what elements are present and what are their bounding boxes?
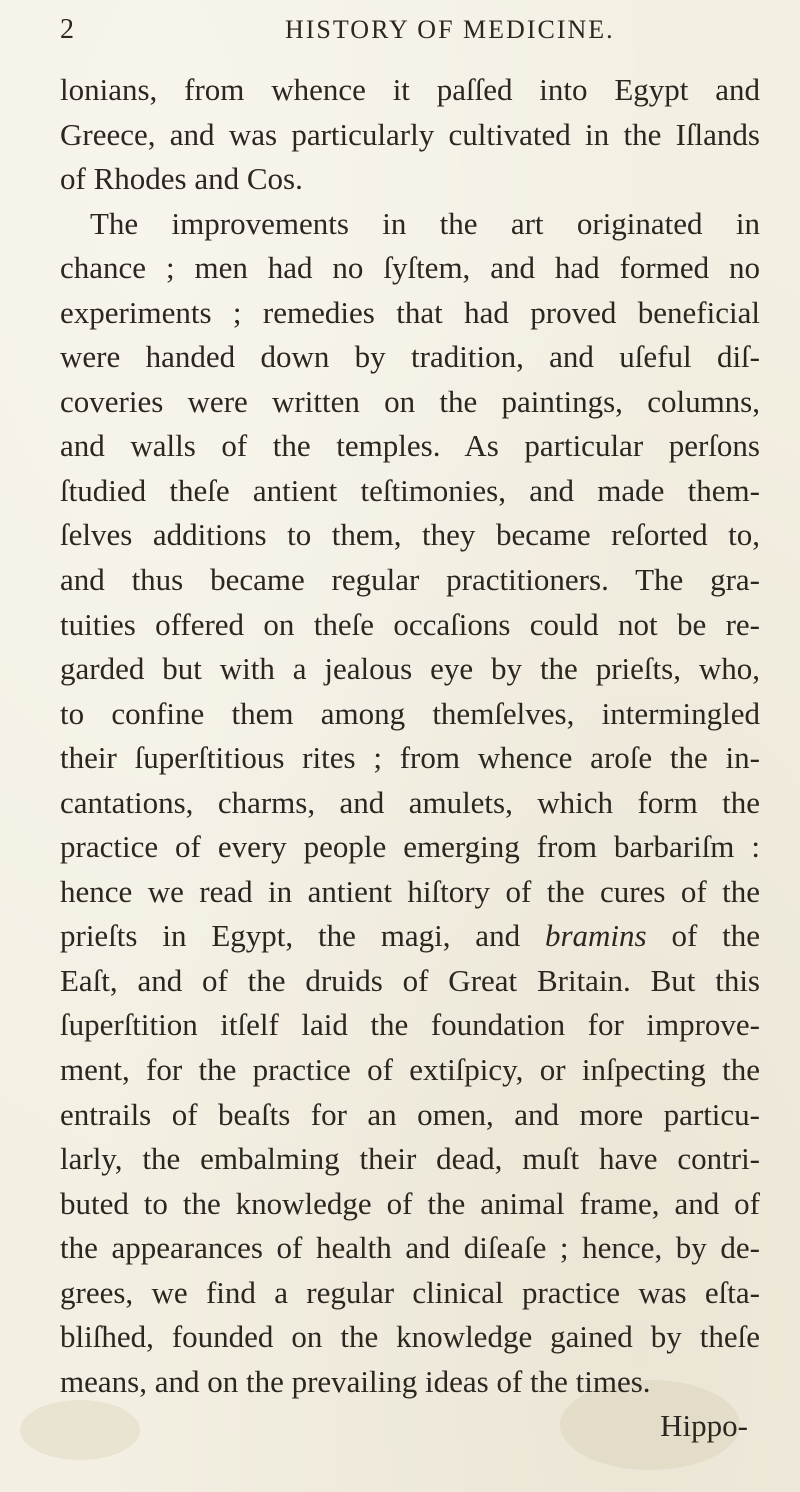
text-line: and thus became regular practitioners. The gra- [60, 562, 760, 598]
text-line: bliſhed, founded on the knowledge gained by theſe [60, 1319, 760, 1355]
italic-word: bramins [544, 918, 647, 954]
page-number: 2 [60, 14, 74, 45]
text-line: prieſts in Egypt, the magi, and bramins of the [60, 918, 760, 954]
text-line: the appearances of health and diſeaſe ; hence, by de- [60, 1230, 760, 1266]
text-line: of Rhodes and Cos. [60, 161, 303, 197]
text-line: cantations, charms, and amulets, which form the [60, 784, 760, 820]
text-line: ſtudied theſe antient teſtimonies, and made them- [60, 472, 760, 508]
catchword: Hippo- [660, 1408, 748, 1444]
text-line: their ſuperſtitious rites ; from whence aroſe the in- [60, 740, 760, 776]
text-line: ſelves additions to them, they became reſorted to, [60, 517, 760, 553]
text-line: Eaſt, and of the druids of Great Britain. But this [60, 962, 760, 998]
text-line: garded but with a jealous eye by the prieſts, who, [60, 651, 760, 687]
running-head [60, 12, 760, 48]
text-line: lonians, from whence it paſſed into Egypt and [60, 72, 760, 107]
text-line: entrails of beaſts for an omen, and more particu- [60, 1096, 760, 1132]
body-text [60, 68, 760, 1449]
text-line: coveries were written on the paintings, columns, [60, 383, 760, 419]
header-title: HISTORY OF MEDICINE. [285, 15, 615, 44]
text-line: were handed down by tradition, and uſeful diſ- [60, 339, 760, 375]
text-line: ment, for the practice of extiſpicy, or inſpecting the [60, 1052, 760, 1088]
text-line: grees, we find a regular clinical practice was eſta- [60, 1274, 760, 1310]
text-line: and walls of the temples. As particular perſons [60, 428, 760, 464]
text-line: hence we read in antient hiſtory of the cures of the [60, 873, 760, 909]
text-line: Greece, and was particularly cultivated in the Iſlands [60, 116, 760, 152]
text-line: tuities offered on theſe occaſions could not be re- [60, 606, 760, 642]
text-line: larly, the embalming their dead, muſt have contri- [60, 1141, 760, 1177]
text-line: chance ; men had no ſyſtem, and had formed no [60, 250, 760, 286]
text-line: means, and on the prevailing ideas of the times. [60, 1363, 651, 1399]
text-line: practice of every people emerging from barbariſm : [60, 829, 760, 865]
text-line: to confine them among themſelves, intermingled [60, 695, 760, 731]
text-line: ſuperſtition itſelf laid the foundation for improve- [60, 1007, 760, 1043]
text-line: experiments ; remedies that had proved beneficial [60, 294, 760, 330]
text-line: The improvements in the art originated in [90, 205, 760, 241]
text-line: buted to the knowledge of the animal frame, and of [60, 1185, 760, 1221]
